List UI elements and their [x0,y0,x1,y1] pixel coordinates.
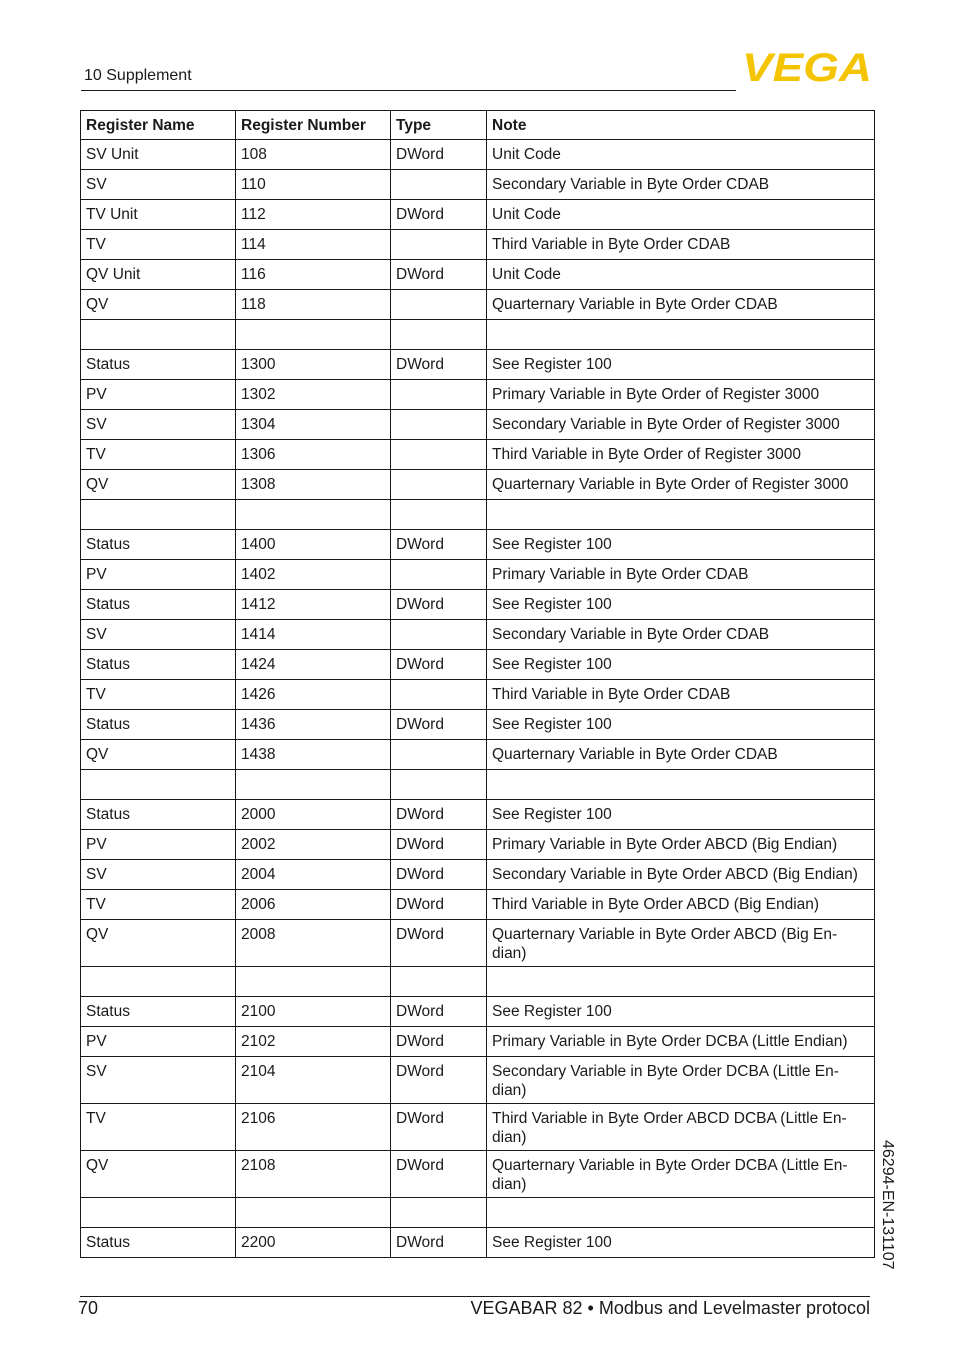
table-cell: SV [81,860,236,890]
table-cell: Quarternary Variable in Byte Order ABCD (Big En- dian) [487,920,875,967]
table-cell: See Register 100 [487,1228,875,1258]
table-cell: DWord [391,350,487,380]
table-row [81,680,875,710]
table-cell [487,1198,875,1228]
table-cell [487,500,875,530]
table-row-empty [81,320,875,350]
table-cell: 112 [236,200,391,230]
table-cell: Primary Variable in Byte Order DCBA (Little Endian) [487,1027,875,1057]
table-cell: Primary Variable in Byte Order of Register 3000 [487,380,875,410]
table-cell: See Register 100 [487,710,875,740]
table-cell [487,320,875,350]
table-cell: SV [81,1057,236,1104]
table-cell: Status [81,350,236,380]
table-cell: 1302 [236,380,391,410]
table-row [81,1027,875,1057]
table-cell: DWord [391,140,487,170]
table-cell [81,770,236,800]
table-cell: See Register 100 [487,590,875,620]
table-cell: 116 [236,260,391,290]
table-cell [81,500,236,530]
table-cell: 2008 [236,920,391,967]
table-row [81,230,875,260]
table-cell: Unit Code [487,140,875,170]
table-cell [391,410,487,440]
table-row [81,290,875,320]
table-cell [236,770,391,800]
table-cell [81,320,236,350]
table-cell: Status [81,590,236,620]
table-row [81,1104,875,1151]
table-cell: Secondary Variable in Byte Order DCBA (Little En- dian) [487,1057,875,1104]
table-row [81,470,875,500]
table-cell [391,620,487,650]
table-cell [391,740,487,770]
table-cell: See Register 100 [487,997,875,1027]
table-cell: 1306 [236,440,391,470]
table-cell: DWord [391,590,487,620]
footer-divider [80,1296,870,1297]
table-cell: Status [81,530,236,560]
table-cell: Third Variable in Byte Order of Register 3000 [487,440,875,470]
table-cell [391,560,487,590]
table-row [81,440,875,470]
table-cell: 1304 [236,410,391,440]
table-cell: DWord [391,997,487,1027]
table-cell: 2102 [236,1027,391,1057]
table-cell [487,770,875,800]
table-cell: 1438 [236,740,391,770]
table-cell: 2000 [236,800,391,830]
table-cell [236,967,391,997]
vega-logo [740,50,874,84]
table-cell: TV [81,680,236,710]
table-cell [391,1198,487,1228]
table-cell: See Register 100 [487,650,875,680]
table-cell: DWord [391,650,487,680]
table-cell: 2004 [236,860,391,890]
table-cell [391,967,487,997]
page-number: 70 [78,1298,99,1318]
table-cell: DWord [391,1104,487,1151]
table-cell: DWord [391,200,487,230]
table-row [81,350,875,380]
table-cell [236,1198,391,1228]
table-cell: Third Variable in Byte Order CDAB [487,230,875,260]
table-cell: DWord [391,890,487,920]
table-cell: Secondary Variable in Byte Order of Register 3000 [487,410,875,440]
table-cell: 114 [236,230,391,260]
table-row [81,380,875,410]
column-header: Type [391,111,487,140]
table-cell [391,680,487,710]
table-cell: Status [81,650,236,680]
table-cell: DWord [391,1057,487,1104]
table-cell: TV [81,890,236,920]
table-cell: TV [81,1104,236,1151]
table-cell: Unit Code [487,260,875,290]
table-cell: TV [81,230,236,260]
table-cell: Status [81,997,236,1027]
table-row [81,140,875,170]
table-cell [81,967,236,997]
table-cell: Unit Code [487,200,875,230]
table-cell [391,170,487,200]
table-cell: See Register 100 [487,530,875,560]
table-cell: 2108 [236,1151,391,1198]
table-row [81,170,875,200]
table-cell: QV [81,1151,236,1198]
register-table [80,110,875,1258]
table-cell [391,770,487,800]
table-cell: PV [81,830,236,860]
table-cell: 110 [236,170,391,200]
table-cell: QV [81,740,236,770]
table-cell [236,500,391,530]
table-row [81,1057,875,1104]
table-row [81,1151,875,1198]
table-cell: 1300 [236,350,391,380]
table-cell [391,440,487,470]
table-row [81,560,875,590]
table-cell: 118 [236,290,391,320]
table-cell: 1412 [236,590,391,620]
table-row-empty [81,1198,875,1228]
table-cell [391,320,487,350]
table-cell: Quarternary Variable in Byte Order DCBA (Little En- dian) [487,1151,875,1198]
table-cell: Primary Variable in Byte Order CDAB [487,560,875,590]
table-row [81,620,875,650]
table-cell: DWord [391,860,487,890]
table-cell: QV Unit [81,260,236,290]
table-cell: Secondary Variable in Byte Order CDAB [487,620,875,650]
table-cell: 2100 [236,997,391,1027]
table-cell: PV [81,380,236,410]
table-cell: QV [81,470,236,500]
table-cell: DWord [391,530,487,560]
table-cell: DWord [391,920,487,967]
table-cell: DWord [391,1027,487,1057]
footer-title: VEGABAR 82 • Modbus and Levelmaster protocol [470,1298,870,1318]
table-row [81,860,875,890]
header-divider [81,90,736,91]
table-cell: TV Unit [81,200,236,230]
table-cell: SV Unit [81,140,236,170]
column-header: Register Name [81,111,236,140]
table-cell: Third Variable in Byte Order ABCD DCBA (Little En- dian) [487,1104,875,1151]
table-cell: PV [81,560,236,590]
table-cell: 2002 [236,830,391,860]
table-row [81,740,875,770]
table-cell [391,230,487,260]
section-title: 10 Supplement [84,67,192,84]
column-header: Note [487,111,875,140]
table-cell: Status [81,710,236,740]
table-cell [391,290,487,320]
table-cell: 1400 [236,530,391,560]
table-cell [81,1198,236,1228]
table-row [81,530,875,560]
table-cell: Secondary Variable in Byte Order CDAB [487,170,875,200]
table-cell: PV [81,1027,236,1057]
table-cell: QV [81,920,236,967]
table-cell: 108 [236,140,391,170]
table-cell: Status [81,1228,236,1258]
table-row-empty [81,500,875,530]
table-cell: 1436 [236,710,391,740]
table-cell: 1424 [236,650,391,680]
column-header: Register Number [236,111,391,140]
table-cell [487,967,875,997]
table-cell: DWord [391,830,487,860]
table-cell: Quarternary Variable in Byte Order of Register 3000 [487,470,875,500]
table-row [81,200,875,230]
table-cell: TV [81,440,236,470]
table-row [81,260,875,290]
logo-text: VEGA [742,50,872,84]
table-cell: SV [81,410,236,440]
table-body [81,140,875,1258]
table-cell: DWord [391,710,487,740]
table-cell: See Register 100 [487,800,875,830]
table-cell: SV [81,170,236,200]
table-cell [391,500,487,530]
table-row-empty [81,967,875,997]
table-cell: DWord [391,260,487,290]
table-cell: 2106 [236,1104,391,1151]
table-cell [391,470,487,500]
table-row [81,1228,875,1258]
table-cell: DWord [391,1151,487,1198]
table-row [81,920,875,967]
table-cell: Secondary Variable in Byte Order ABCD (Big Endian) [487,860,875,890]
table-cell: DWord [391,800,487,830]
table-cell: 1414 [236,620,391,650]
table-cell: 2104 [236,1057,391,1104]
table-row [81,590,875,620]
table-cell: Quarternary Variable in Byte Order CDAB [487,290,875,320]
table-row-empty [81,770,875,800]
table-row [81,410,875,440]
table-row [81,830,875,860]
table-cell: Quarternary Variable in Byte Order CDAB [487,740,875,770]
document-code: 46294-EN-131107 [879,1140,896,1270]
table-cell: See Register 100 [487,350,875,380]
table-cell [236,320,391,350]
table-header-row [81,111,875,140]
table-cell: QV [81,290,236,320]
table-row [81,800,875,830]
table-cell: 1426 [236,680,391,710]
table-cell: 2200 [236,1228,391,1258]
table-cell: Primary Variable in Byte Order ABCD (Big Endian) [487,830,875,860]
table-cell: Status [81,800,236,830]
table-cell [391,380,487,410]
table-cell: 1308 [236,470,391,500]
table-row [81,890,875,920]
table-row [81,650,875,680]
table-cell: 2006 [236,890,391,920]
table-row [81,997,875,1027]
table-row [81,710,875,740]
table-cell: 1402 [236,560,391,590]
table-cell: SV [81,620,236,650]
table-cell: Third Variable in Byte Order CDAB [487,680,875,710]
table-cell: Third Variable in Byte Order ABCD (Big Endian) [487,890,875,920]
table-cell: DWord [391,1228,487,1258]
